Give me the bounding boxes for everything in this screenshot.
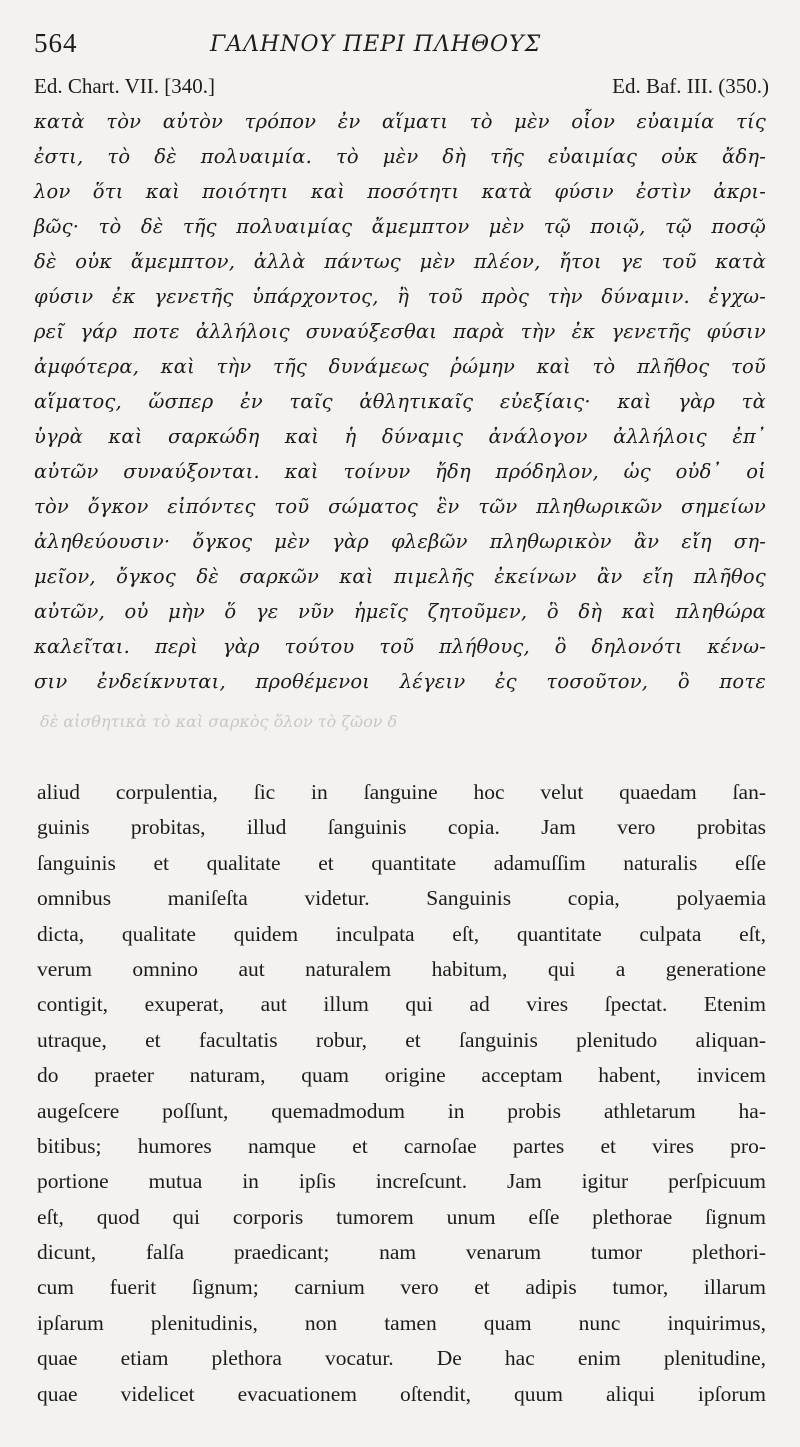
latin-text-line: ipſarum plenitudinis, non tamen quam nunc inquirimus, xyxy=(37,1310,766,1335)
greek-text-block xyxy=(34,104,766,699)
latin-text-line: guinis probitas, illud ſanguinis copia. Jam vero probitas xyxy=(37,815,766,840)
running-head xyxy=(34,28,774,64)
greek-text-line: λον ὅτι καὶ ποιότητι καὶ ποσότητι κατὰ φύσιν ἐστὶν ἀκρι- xyxy=(34,180,766,203)
latin-text-line: quae videlicet evacuationem oſtendit, quum aliqui ipſorum xyxy=(37,1381,766,1406)
greek-text-line: ἐστι, τὸ δὲ πολυαιμία. τὸ μὲν δὴ τῆς εὐαιμίας οὐκ ἄδη- xyxy=(34,145,766,168)
latin-text-line: quae etiam plethora vocatur. De hac enim plenitudine, xyxy=(37,1346,766,1371)
greek-text-line: αὐτῶν συναύξονται. καὶ τοίνυν ἤδη πρόδηλον, ὡς οὐδ᾽ οἱ xyxy=(34,460,766,483)
greek-text-line: κατὰ τὸν αὐτὸν τρόπον ἐν αἵματι τὸ μὲν οἷον εὐαιμία τίς xyxy=(34,110,766,133)
latin-text-line: utraque, et facultatis robur, et ſanguinis plenitudo aliquan- xyxy=(37,1027,766,1052)
greek-text-line: δὲ οὐκ ἄμεμπτον, ἀλλὰ πάντως μὲν πλέον, ἤτοι γε τοῦ κατὰ xyxy=(34,250,766,273)
greek-text-line: φύσιν ἐκ γενετῆς ὑπάρχοντος, ἢ τοῦ πρὸς τὴν δύναμιν. ἐγχω- xyxy=(34,285,766,308)
greek-text-line: μεῖον, ὄγκος δὲ σαρκῶν καὶ πιμελῆς ἐκείνων ἂν εἴη πλῆθος xyxy=(34,565,766,588)
latin-text-line: ſanguinis et qualitate et quantitate adamuſſim naturalis eſſe xyxy=(37,850,766,875)
greek-text-line: ἀληθεύουσιν· ὄγκος μὲν γὰρ φλεβῶν πληθωρικὸν ἂν εἴη ση- xyxy=(34,530,766,553)
latin-text-line: do praeter naturam, quam origine acceptam habent, invicem xyxy=(37,1063,766,1088)
latin-text-line: portione mutua in ipſis increſcunt. Jam igitur perſpicuum xyxy=(37,1169,766,1194)
greek-text-line: καλεῖται. περὶ γὰρ τούτου τοῦ πλήθους, ὃ δηλονότι κένω- xyxy=(34,635,766,658)
greek-text-line: αὐτῶν, οὐ μὴν ὅ γε νῦν ἡμεῖς ζητοῦμεν, ὃ δὴ καὶ πληθώρα xyxy=(34,600,766,623)
latin-text-line: dicunt, falſa praedicant; nam venarum tumor plethori- xyxy=(37,1240,766,1265)
latin-text-line: omnibus maniſeſta videtur. Sanguinis copia, polyaemia xyxy=(37,886,766,911)
running-title: ΓΑΛΗΝΟΥ ΠΕΡΙ ΠΛΗΘΟΥΣ xyxy=(210,32,542,57)
latin-text-line: dicta, qualitate quidem inculpata eſt, quantitate culpata eſt, xyxy=(37,921,766,946)
greek-text-line: σιν ἐνδείκνυται, προθέμενοι λέγειν ἐς τοσοῦτον, ὃ ποτε xyxy=(34,670,766,693)
greek-text-line: αἵματος, ὥσπερ ἐν ταῖς ἀθλητικαῖς εὐεξίαις· καὶ γὰρ τὰ xyxy=(34,390,766,413)
bleed-through-shadow: δὲ αἰσθητικὰ τὸ καὶ σαρκὸς ὅλον τὸ ζῶον δ xyxy=(40,712,398,731)
latin-text-line: verum omnino aut naturalem habitum, qui a generatione xyxy=(37,956,766,981)
latin-text-line: cum fuerit ſignum; carnium vero et adipis tumor, illarum xyxy=(37,1275,766,1300)
edition-chartier: Ed. Chart. VII. [340.] xyxy=(34,74,215,98)
greek-text-line: ἀμφότερα, καὶ τὴν τῆς δυνάμεως ῥώμην καὶ τὸ πλῆθος τοῦ xyxy=(34,355,766,378)
greek-text-line: ρεῖ γάρ ποτε ἀλλήλοις συναύξεσθαι παρὰ τὴν ἐκ γενετῆς φύσιν xyxy=(34,320,766,343)
latin-text-block xyxy=(37,775,766,1412)
latin-text-line: augeſcere poſſunt, quemadmodum in probis athletarum ha- xyxy=(37,1098,766,1123)
page-number: 564 xyxy=(34,28,78,58)
latin-text-line: aliud corpulentia, ſic in ſanguine hoc velut quaedam ſan- xyxy=(37,780,766,804)
edition-basel: Ed. Baf. III. (350.) xyxy=(612,74,769,98)
greek-text-line: ὑγρὰ καὶ σαρκώδη καὶ ἡ δύναμις ἀνάλογον ἀλλήλοις ἐπ᾽ xyxy=(34,425,766,448)
latin-text-line: bitibus; humores namque et carnoſae partes et vires pro- xyxy=(37,1133,766,1158)
latin-text-line: eſt, quod qui corporis tumorem unum eſſe plethorae ſignum xyxy=(37,1204,766,1229)
edition-references xyxy=(34,74,769,104)
greek-text-line: τὸν ὄγκον εἰπόντες τοῦ σώματος ἓν τῶν πληθωρικῶν σημείων xyxy=(34,495,766,518)
latin-text-line: contigit, exuperat, aut illum qui ad vires ſpectat. Etenim xyxy=(37,992,766,1017)
greek-text-line: βῶς· τὸ δὲ τῆς πολυαιμίας ἄμεμπτον μὲν τῷ ποιῷ, τῷ ποσῷ xyxy=(34,215,766,238)
